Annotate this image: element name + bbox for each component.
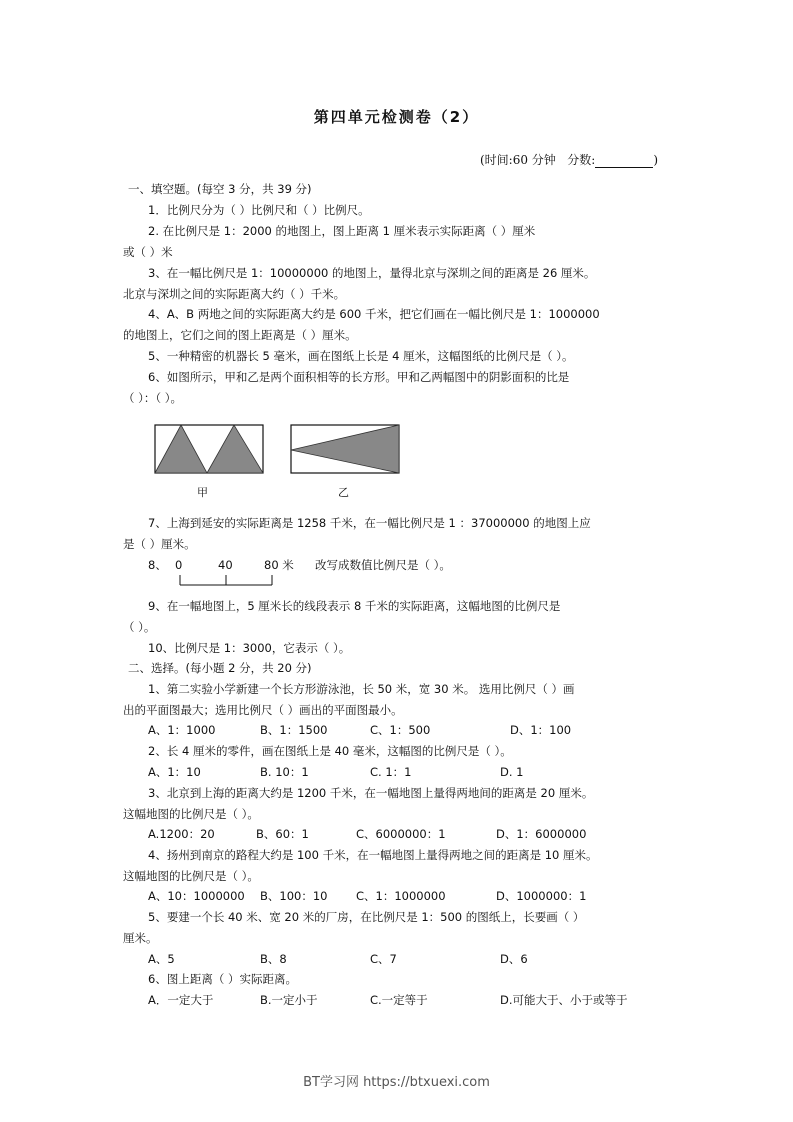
scale-label-80: 80 米 — [264, 558, 294, 572]
s1-q2-line2: 或（ ）米 — [123, 245, 173, 259]
s1-q9-line1: 9、在一幅地图上，5 厘米长的线段表示 8 千米的实际距离，这幅地图的比例尺是 — [148, 599, 561, 613]
option-c: C、7 — [370, 952, 397, 966]
option-d: D、1000000：1 — [496, 889, 587, 903]
s2-q3-line1: 3、北京到上海的距离大约是 1200 千米，在一幅地图上量得两地间的距离是 20 厘米。 — [148, 786, 594, 800]
score-label: 分数: — [567, 153, 596, 167]
option-d: D、6 — [500, 952, 528, 966]
s2-q5-line1: 5、要建一个长 40 米、宽 20 米的厂房，在比例尺是 1：500 的图纸上，长要画（ ） — [148, 910, 585, 924]
option-a: A．一定大于 — [148, 993, 214, 1007]
option-a: A、1：1000 — [148, 723, 216, 737]
s1-q7-line2: 是（ ）厘米。 — [123, 537, 196, 551]
s2-q1-line1: 1、第二实验小学新建一个长方形游泳池，长 50 米，宽 30 米。 选用比例尺（ ）画 — [148, 682, 575, 696]
s2-q4-line1: 4、扬州到南京的路程大约是 100 千米，在一幅地图上量得两地之间的距离是 10 厘米。 — [148, 848, 598, 862]
footer-watermark[interactable]: BT学习网 https://btxuexi.com — [303, 1075, 490, 1090]
figure-yi-caption: 乙 — [338, 486, 349, 499]
option-d: D. 1 — [500, 765, 524, 779]
s2-q1-options — [148, 722, 571, 738]
option-a: A、5 — [148, 952, 175, 966]
option-b: B、8 — [260, 952, 287, 966]
option-d: D、1：6000000 — [496, 827, 587, 841]
s1-q2-line1: 2. 在比例尺是 1：2000 的地图上，图上距离 1 厘米表示实际距离（ ）厘米 — [148, 224, 536, 238]
option-d: D.可能大于、小于或等于 — [500, 993, 628, 1007]
s2-q3-options — [148, 826, 586, 842]
option-a: A、10：1000000 — [148, 889, 245, 903]
s1-q6-line1: 6、如图所示，甲和乙是两个面积相等的长方形。甲和乙两幅图中的阴影面积的比是 — [148, 370, 570, 384]
s2-q3-line2: 这幅地图的比例尺是（ ）。 — [123, 807, 259, 821]
option-c: C.一定等于 — [370, 993, 428, 1007]
option-d: D、1：100 — [510, 723, 572, 737]
s1-q8-text: 改写成数值比例尺是（ ）。 — [315, 558, 451, 572]
s1-q4-line1: 4、A、B 两地之间的实际距离大约是 600 千米，把它们画在一幅比例尺是 1：1000000 — [148, 307, 600, 321]
s2-q4-line2: 这幅地图的比例尺是（ ）。 — [123, 869, 259, 883]
s1-q8-number: 8、 — [148, 558, 167, 572]
s1-q7-line1: 7、上海到延安的实际距离是 1258 千米，在一幅比例尺是 1 ：37000000 的地图上应 — [148, 516, 591, 530]
time-close: ) — [653, 153, 658, 167]
s1-q3-line1: 3、在一幅比例尺是 1：10000000 的地图上，量得北京与深圳之间的距离是 26 厘米。 — [148, 266, 596, 280]
option-c: C. 1：1 — [370, 765, 412, 779]
s2-q4-options — [148, 888, 586, 904]
s2-q2: 2、长 4 厘米的零件，画在图纸上是 40 毫米，这幅图的比例尺是（ ）。 — [148, 744, 512, 758]
option-b: B.一定小于 — [260, 993, 318, 1007]
s2-q6: 6、图上距离（ ）实际距离。 — [148, 972, 297, 986]
time-score-line — [480, 151, 658, 168]
s1-q4-line2: 的地图上，它们之间的图上距离是（ ）厘米。 — [123, 328, 357, 342]
option-c: C、1：1000000 — [356, 889, 446, 903]
s1-q3-line2: 北京与深圳之间的实际距离大约（ ）千米。 — [123, 287, 346, 301]
page-title: 第四单元检测卷（2） — [313, 108, 480, 126]
option-a: A、1：10 — [148, 765, 201, 779]
option-c: C、6000000：1 — [356, 827, 446, 841]
figure-jia — [154, 424, 266, 476]
s1-q1: 1．比例尺分为（ ）比例尺和（ ）比例尺。 — [148, 203, 370, 217]
option-b: B、1：1500 — [260, 723, 328, 737]
s2-q5-options — [148, 951, 528, 967]
s2-q6-options — [148, 992, 628, 1008]
scale-label-0: 0 — [175, 558, 183, 572]
s2-q1-line2: 出的平面图最大；选用比例尺（ ）画出的平面图最小。 — [123, 703, 403, 717]
option-b: B. 10：1 — [260, 765, 309, 779]
s2-q5-line2: 厘米。 — [123, 931, 158, 945]
score-blank — [595, 155, 653, 168]
section1-heading: 一、填空题。(每空 3 分，共 39 分) — [128, 182, 312, 196]
option-b: B、60：1 — [256, 827, 309, 841]
figure-jia-caption: 甲 — [197, 486, 208, 499]
line-scale — [176, 574, 276, 588]
s2-q2-options — [148, 764, 523, 780]
figure-yi — [290, 424, 402, 476]
time-label: (时间:60 分钟 — [480, 153, 556, 167]
s1-q9-line2: （ ）。 — [123, 620, 156, 634]
s1-q10: 10、比例尺是 1：3000，它表示（ ）。 — [148, 641, 351, 655]
s1-q5: 5、一种精密的机器长 5 毫米，画在图纸上长是 4 厘米，这幅图纸的比例尺是（ ）。 — [148, 349, 574, 363]
s1-q6-line2: （ ）：（ ）。 — [123, 391, 183, 405]
option-c: C、1：500 — [370, 723, 431, 737]
scale-label-40: 40 — [218, 558, 233, 572]
section2-heading: 二、选择。(每小题 2 分，共 20 分) — [128, 661, 312, 675]
option-b: B、100：10 — [260, 889, 328, 903]
option-a: A.1200：20 — [148, 827, 215, 841]
